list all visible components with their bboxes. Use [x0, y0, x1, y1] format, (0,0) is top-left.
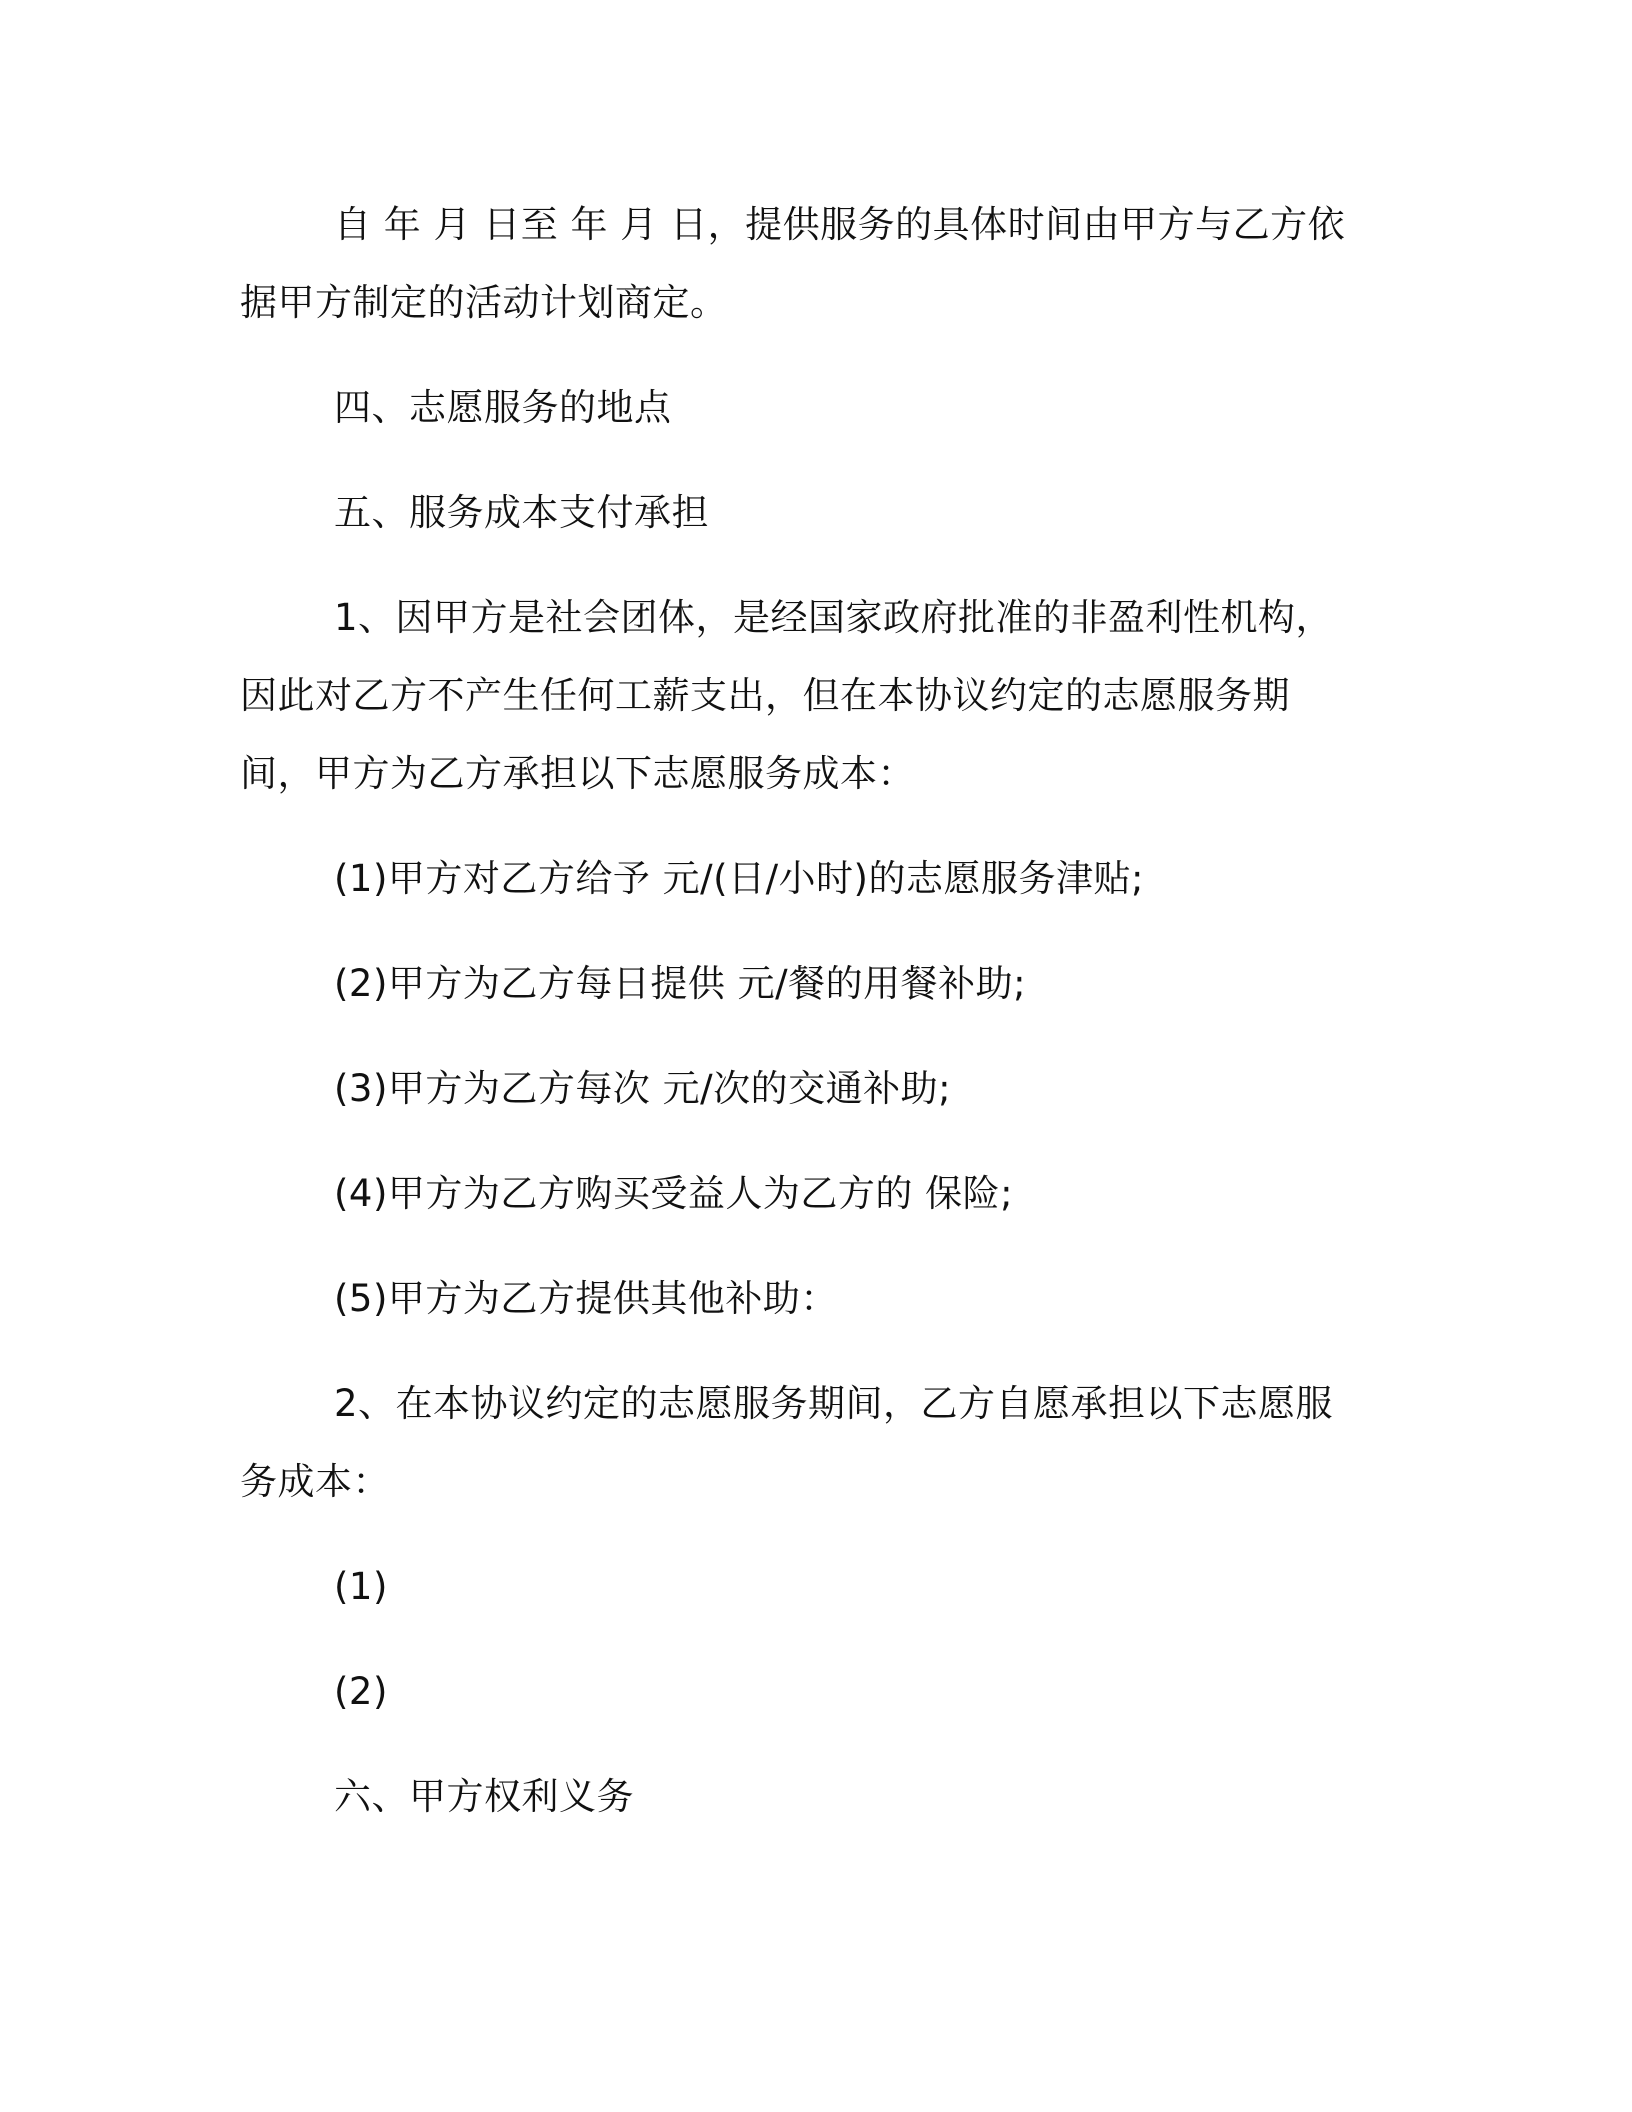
- heading-service-location: 四、志愿服务的地点: [334, 386, 672, 429]
- paragraph-gap: [240, 1128, 1360, 1155]
- paragraph-gap: [240, 1338, 1360, 1365]
- list-item-allowance: (1)甲方对乙方给予 元/(日/小时)的志愿服务津贴;: [334, 857, 1144, 900]
- paragraph-gap: [240, 1731, 1360, 1758]
- paragraph-gap: [240, 552, 1360, 579]
- heading-party-a-rights: 六、甲方权利义务: [334, 1775, 634, 1818]
- list-item-transport-subsidy: (3)甲方为乙方每次 元/次的交通补助;: [334, 1067, 952, 1110]
- paragraph-party-b-costs: 2、在本协议约定的志愿服务期间，乙方自愿承担以下志愿服务成本：: [240, 1382, 1334, 1503]
- list-item-b-cost-2: (2): [334, 1670, 388, 1713]
- paragraph-gap: [240, 813, 1360, 840]
- paragraph-service-period: 自 年 月 日至 年 月 日，提供服务的具体时间由甲方与乙方依据甲方制定的活动计划商定。: [240, 203, 1346, 324]
- list-item-meal-subsidy: (2)甲方为乙方每日提供 元/餐的用餐补助;: [334, 962, 1027, 1005]
- paragraph-gap: [240, 1626, 1360, 1653]
- list-item-other-subsidy: (5)甲方为乙方提供其他补助：: [334, 1277, 838, 1320]
- list-item-insurance: (4)甲方为乙方购买受益人为乙方的 保险;: [334, 1172, 1014, 1215]
- paragraph-gap: [240, 1023, 1360, 1050]
- document-body: [240, 186, 1360, 1836]
- paragraph-party-a-costs: 1、因甲方是社会团体，是经国家政府批准的非盈利性机构，因此对乙方不产生任何工薪支出，但在本协议约定的志愿服务期间，甲方为乙方承担以下志愿服务成本：: [240, 596, 1334, 795]
- paragraph-gap: [240, 342, 1360, 369]
- heading-cost-bearing: 五、服务成本支付承担: [334, 491, 709, 534]
- paragraph-gap: [240, 447, 1360, 474]
- list-item-b-cost-1: (1): [334, 1565, 388, 1608]
- paragraph-gap: [240, 1233, 1360, 1260]
- paragraph-gap: [240, 1521, 1360, 1548]
- paragraph-gap: [240, 918, 1360, 945]
